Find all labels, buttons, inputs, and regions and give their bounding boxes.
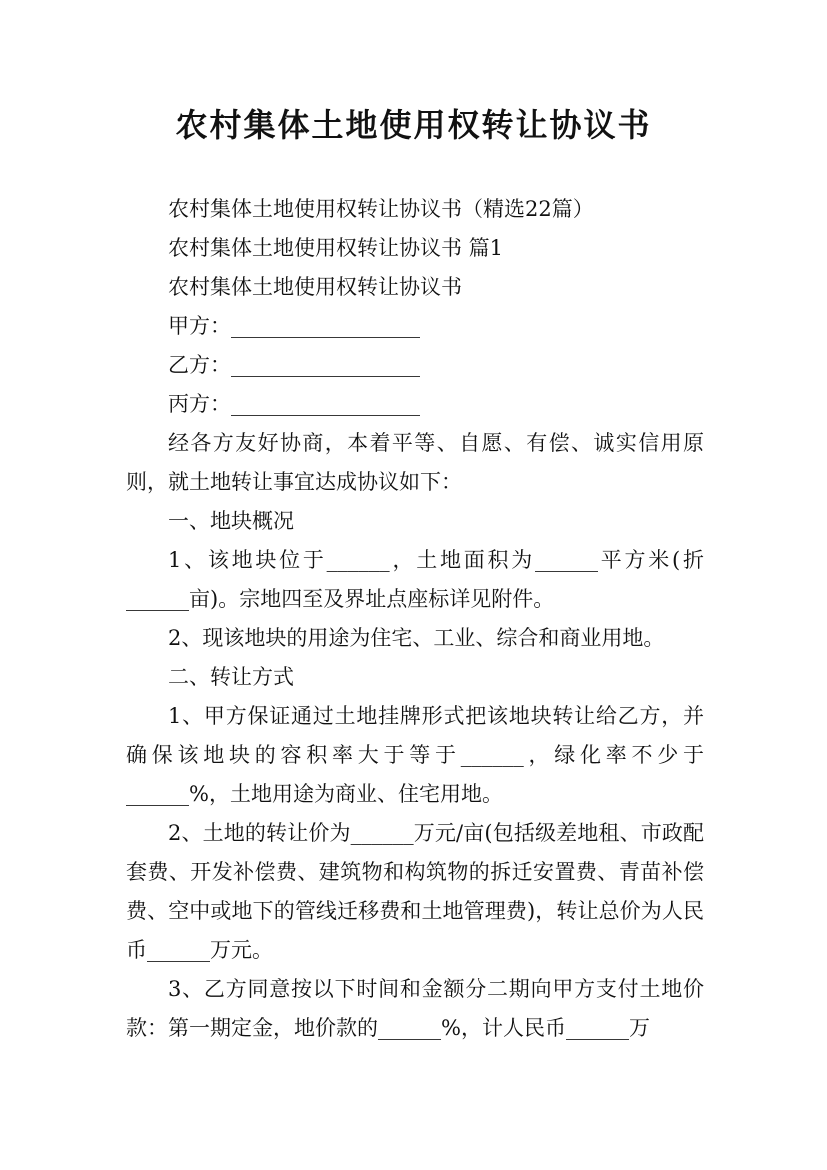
paragraph: 2、土地的转让价为______万元/亩(包括级差地租、市政配套费、开发补偿费、建筑物和构筑物的拆迁安置费、青苗补偿费、空中或地下的管线迁移费和土地管理费)，转让总价为人民币______万元。 [126,821,704,962]
party-a-line: 甲方：__________________ [168,314,420,338]
paragraph: 农村集体土地使用权转让协议书 [168,275,462,299]
paragraph: 农村集体土地使用权转让协议书 篇1 [168,236,504,260]
section-heading: 二、转让方式 [168,665,294,689]
paragraph: 1、该地块位于______，土地面积为______平方米(折______亩)。宗地四至及界址点座标详见附件。 [126,548,704,611]
paragraph: 2、现该地块的用途为住宅、工业、综合和商业用地。 [168,626,665,650]
party-c-line: 丙方：__________________ [168,392,420,416]
paragraph: 经各方友好协商，本着平等、自愿、有偿、诚实信用原则，就土地转让事宜达成协议如下： [126,431,704,494]
document-title: 农村集体土地使用权转让协议书 [175,106,652,144]
document-body [126,190,704,1048]
section-heading: 一、地块概况 [168,509,294,533]
paragraph: 3、乙方同意按以下时间和金额分二期向甲方支付土地价款：第一期定金，地价款的______%，计人民币______万 [126,977,704,1040]
party-b-line: 乙方：__________________ [168,353,420,377]
paragraph: 农村集体土地使用权转让协议书（精选22篇） [168,197,594,221]
paragraph: 1、甲方保证通过土地挂牌形式把该地块转让给乙方，并确保该地块的容积率大于等于______，绿化率不少于______%，土地用途为商业、住宅用地。 [126,704,704,806]
